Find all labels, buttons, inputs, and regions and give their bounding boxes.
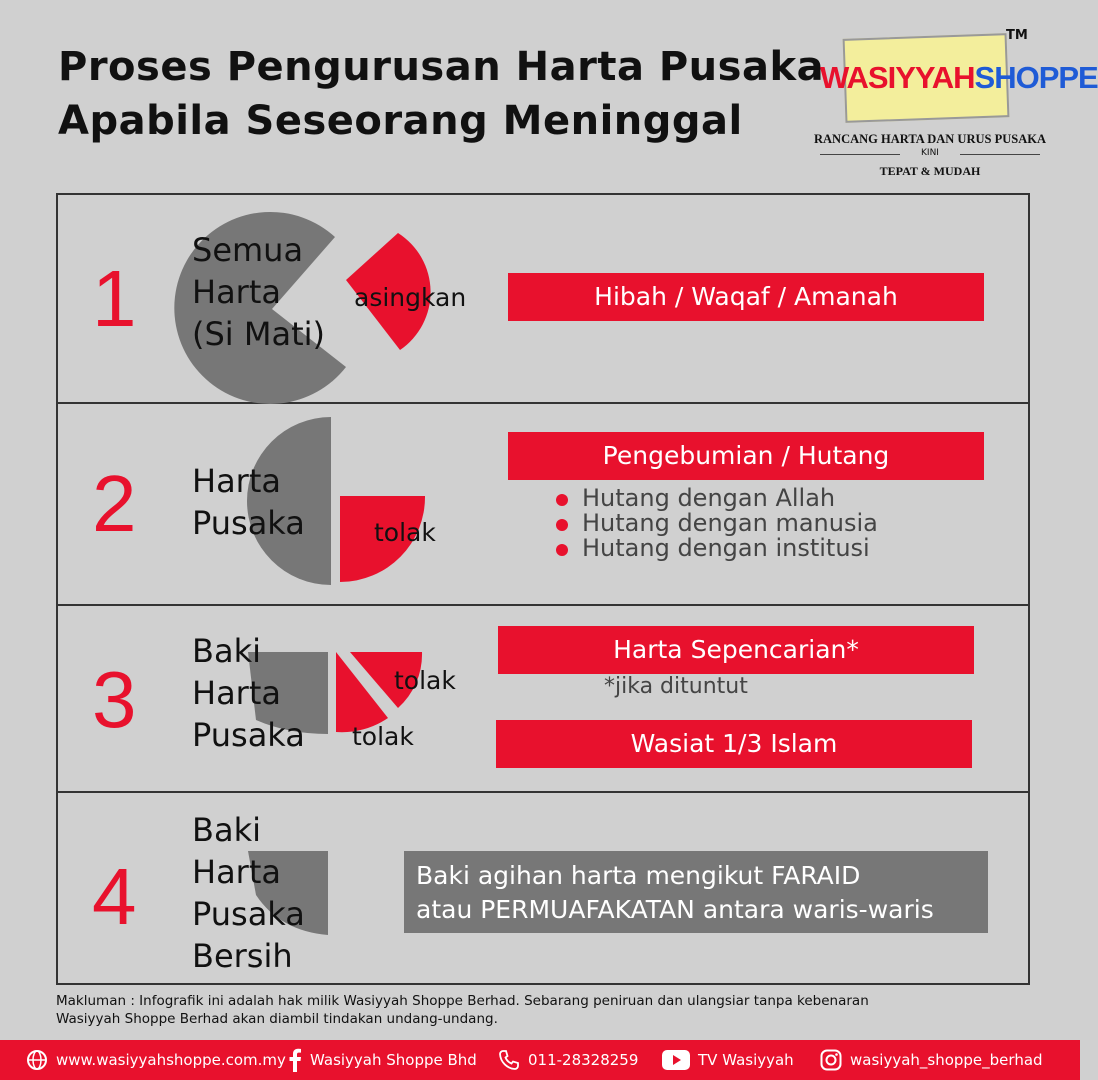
step-2-label: Harta Pusaka [192,462,305,542]
footer-youtube[interactable] [662,1040,794,1080]
debt-list [556,486,878,561]
pie-label-tolak-top: tolak [394,666,456,695]
page-title [58,40,824,148]
step-number: 2 [92,459,137,548]
trademark-mark: TM [1006,28,1028,43]
instagram-icon [820,1049,842,1071]
footer-instagram[interactable] [820,1040,1043,1080]
youtube-icon [662,1050,690,1070]
globe-icon [26,1049,48,1071]
logo-tagline-sub: TEPAT & MUDAH [879,164,981,178]
step-number: 3 [92,655,137,744]
pie-label-asingkan: asingkan [354,283,467,312]
title-line-2: Apabila Seseorang Meninggal [58,98,743,144]
logo-tagline-kini: KINI [921,148,939,158]
step-1-label: Semua Harta (Si Mati) [192,231,325,353]
facebook-icon [288,1048,302,1072]
phone-icon [498,1049,520,1071]
step-2-row [58,402,1028,606]
process-table [56,193,1030,985]
pie-label-tolak-bottom: tolak [352,722,414,751]
copyright-disclaimer: Makluman : Infografik ini adalah hak milik Wasiyyah Shoppe Berhad. Sebarang peniruan dan ulangsiar tanpa kebenaran Wasiyyah Shoppe Berhad akan diambil tindakan undang-undang. [56,993,869,1027]
step-3-label: Baki Harta Pusaka [192,632,305,754]
list-item: Hutang dengan manusia [556,511,878,536]
pie-label-tolak: tolak [374,518,436,547]
step-1-row [58,195,1028,404]
instagram-link[interactable]: wasiyyah_shoppe_berhad [850,1051,1043,1069]
logo-wordmark: WASIYYAHSHOPPE [820,60,1098,95]
step-4-row [58,791,1028,983]
youtube-link[interactable]: TV Wasiyyah [698,1051,794,1069]
contact-footer [0,1040,1080,1080]
logo-tagline: RANCANG HARTA DAN URUS PUSAKA [814,132,1046,146]
footer-facebook[interactable] [288,1040,477,1080]
step-4-label: Baki Harta Pusaka Bersih [192,811,305,975]
step-3-row [58,604,1028,793]
footnote-jika-dituntut: *jika dituntut [604,674,748,699]
list-item: Hutang dengan institusi [556,536,878,561]
step-3-bar-wasiat: Wasiat 1/3 Islam [496,720,972,768]
footer-website[interactable] [26,1040,286,1080]
phone-number[interactable]: 011-28328259 [528,1051,639,1069]
step-2-bar-pengebumian: Pengebumian / Hutang [508,432,984,480]
faraid-result-box: Baki agihan harta mengikut FARAID atau PERMUAFAKATAN antara waris-waris [404,851,988,933]
brand-logo [812,24,1098,184]
title-line-1: Proses Pengurusan Harta Pusaka [58,44,825,90]
list-item: Hutang dengan Allah [556,486,878,511]
website-link[interactable]: www.wasiyyahshoppe.com.my [56,1051,286,1069]
facebook-link[interactable]: Wasiyyah Shoppe Bhd [310,1051,477,1069]
step-3-bar-sepencarian: Harta Sepencarian* [498,626,974,674]
step-1-bar-hibah: Hibah / Waqaf / Amanah [508,273,984,321]
step-number: 4 [92,852,137,941]
step-number: 1 [92,254,137,343]
footer-phone[interactable] [498,1040,638,1080]
